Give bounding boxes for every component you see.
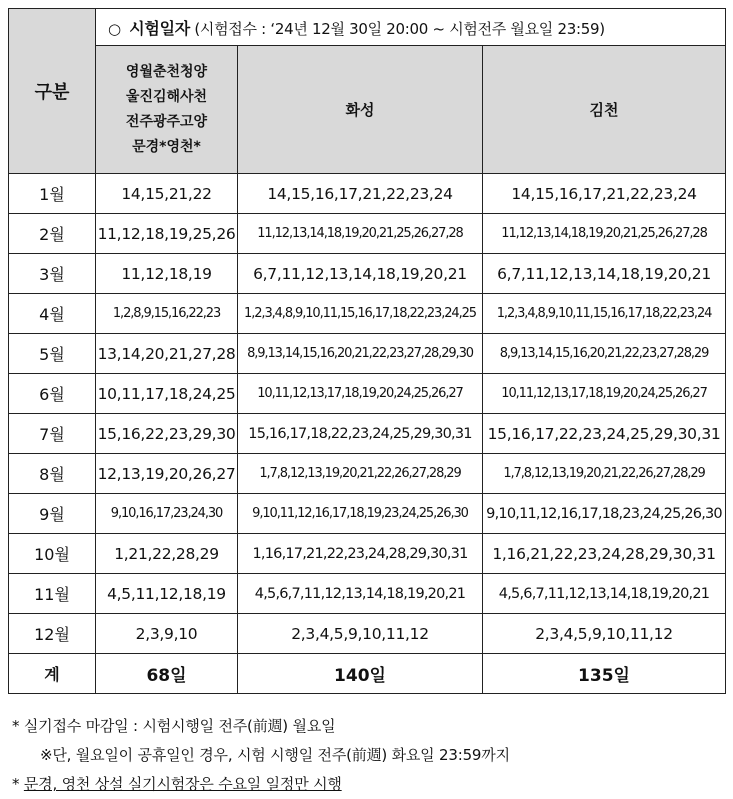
exam-date-title xyxy=(96,9,726,46)
region-c-dates: 9,10,11,12,16,17,18,23,24,25,26,30 xyxy=(483,494,726,534)
region-b-dates: 4,5,6,7,11,12,13,14,18,19,20,21 xyxy=(238,574,483,614)
region-a-line: 전주광주고양 xyxy=(125,113,208,130)
region-b-dates: 2,3,4,5,9,10,11,12 xyxy=(238,614,483,654)
region-a-dates: 13,14,20,21,27,28 xyxy=(96,334,238,374)
month-row xyxy=(9,334,726,374)
region-a-dates: 9,10,16,17,23,24,30 xyxy=(96,494,238,534)
region-a-dates: 4,5,11,12,18,19 xyxy=(96,574,238,614)
title-row xyxy=(9,9,726,46)
month-row xyxy=(9,214,726,254)
month-label: 1월 xyxy=(9,174,96,214)
title-main: 시험일자 xyxy=(129,18,190,38)
region-b-label: 화성 xyxy=(345,101,375,119)
region-b-dates: 9,10,11,12,16,17,18,19,23,24,25,26,30 xyxy=(238,494,483,534)
region-c-dates: 11,12,13,14,18,19,20,21,25,26,27,28 xyxy=(483,214,726,254)
region-a-dates: 11,12,18,19,25,26 xyxy=(96,214,238,254)
region-b-dates: 15,16,17,18,22,23,24,25,29,30,31 xyxy=(238,414,483,454)
region-c-header xyxy=(483,46,726,174)
month-row xyxy=(9,254,726,294)
region-b-dates: 14,15,16,17,21,22,23,24 xyxy=(238,174,483,214)
region-a-total: 68일 xyxy=(96,654,238,694)
month-label: 7월 xyxy=(9,414,96,454)
region-c-dates: 10,11,12,13,17,18,19,20,24,25,26,27 xyxy=(483,374,726,414)
region-c-label: 김천 xyxy=(589,101,619,119)
month-label: 8월 xyxy=(9,454,96,494)
region-c-dates: 2,3,4,5,9,10,11,12 xyxy=(483,614,726,654)
region-b-dates: 1,16,17,21,22,23,24,28,29,30,31 xyxy=(238,534,483,574)
note-bullet: * xyxy=(12,775,24,793)
region-c-total: 135일 xyxy=(483,654,726,694)
region-a-dates: 12,13,19,20,26,27 xyxy=(96,454,238,494)
gubun-header xyxy=(9,9,96,174)
region-b-dates: 10,11,12,13,17,18,19,20,24,25,26,27 xyxy=(238,374,483,414)
region-a-dates: 10,11,17,18,24,25 xyxy=(96,374,238,414)
month-row xyxy=(9,574,726,614)
region-a-dates: 1,21,22,28,29 xyxy=(96,534,238,574)
region-a-dates: 15,16,22,23,29,30 xyxy=(96,414,238,454)
region-b-dates: 1,7,8,12,13,19,20,21,22,26,27,28,29 xyxy=(238,454,483,494)
title-subtitle: (시험접수 : ‘24년 12월 30일 20:00 ~ 시험전주 월요일 23:59) xyxy=(194,19,605,38)
region-a-dates: 11,12,18,19 xyxy=(96,254,238,294)
month-label: 4월 xyxy=(9,294,96,334)
month-row xyxy=(9,534,726,574)
gubun-header-label: 구분 xyxy=(34,82,70,103)
region-c-dates: 1,2,3,4,8,9,10,11,15,16,17,18,22,23,24 xyxy=(483,294,726,334)
note-mungyeong-yeongcheon xyxy=(12,770,727,799)
region-c-dates: 1,16,21,22,23,24,28,29,30,31 xyxy=(483,534,726,574)
month-label: 9월 xyxy=(9,494,96,534)
note-deadline: * 실기접수 마감일 : 시험시행일 전주(前週) 월요일 xyxy=(12,717,336,735)
region-a-dates: 1,2,8,9,15,16,22,23 xyxy=(96,294,238,334)
month-row xyxy=(9,174,726,214)
note-underlined-text: 문경, 영천 상설 실기시험장은 수요일 일정만 시행 xyxy=(23,775,342,793)
month-row xyxy=(9,494,726,534)
region-c-dates: 14,15,16,17,21,22,23,24 xyxy=(483,174,726,214)
region-header-row xyxy=(9,46,726,174)
exam-schedule-table xyxy=(8,8,726,694)
region-b-dates: 6,7,11,12,13,14,18,19,20,21 xyxy=(238,254,483,294)
month-row xyxy=(9,614,726,654)
region-c-dates: 8,9,13,14,15,16,20,21,22,23,27,28,29 xyxy=(483,334,726,374)
month-label: 11월 xyxy=(9,574,96,614)
region-c-dates: 1,7,8,12,13,19,20,21,22,26,27,28,29 xyxy=(483,454,726,494)
region-c-dates: 15,16,17,22,23,24,25,29,30,31 xyxy=(483,414,726,454)
month-label: 5월 xyxy=(9,334,96,374)
month-row xyxy=(9,374,726,414)
month-label: 3월 xyxy=(9,254,96,294)
region-a-line: 영월춘천청양 xyxy=(125,63,208,80)
region-a-line: 문경*영천* xyxy=(132,138,201,155)
month-label: 12월 xyxy=(9,614,96,654)
total-row xyxy=(9,654,726,694)
region-b-total: 140일 xyxy=(238,654,483,694)
month-label: 10월 xyxy=(9,534,96,574)
region-b-header xyxy=(238,46,483,174)
region-a-header xyxy=(96,46,238,174)
region-b-dates: 8,9,13,14,15,16,20,21,22,23,27,28,29,30 xyxy=(238,334,483,374)
month-row xyxy=(9,454,726,494)
month-row xyxy=(9,294,726,334)
region-a-dates: 2,3,9,10 xyxy=(96,614,238,654)
note-holiday-exception: ※단, 월요일이 공휴일인 경우, 시험 시행일 전주(前週) 화요일 23:59까지 xyxy=(40,746,510,764)
month-label: 6월 xyxy=(9,374,96,414)
region-c-dates: 4,5,6,7,11,12,13,14,18,19,20,21 xyxy=(483,574,726,614)
region-c-dates: 6,7,11,12,13,14,18,19,20,21 xyxy=(483,254,726,294)
month-label: 2월 xyxy=(9,214,96,254)
footnotes xyxy=(12,712,727,799)
total-label: 계 xyxy=(9,654,96,694)
month-row xyxy=(9,414,726,454)
region-a-line: 울진김해사천 xyxy=(125,88,208,105)
region-b-dates: 1,2,3,4,8,9,10,11,15,16,17,18,22,23,24,25 xyxy=(238,294,483,334)
region-a-dates: 14,15,21,22 xyxy=(96,174,238,214)
circle-bullet-icon: ○ xyxy=(108,19,121,38)
region-b-dates: 11,12,13,14,18,19,20,21,25,26,27,28 xyxy=(238,214,483,254)
